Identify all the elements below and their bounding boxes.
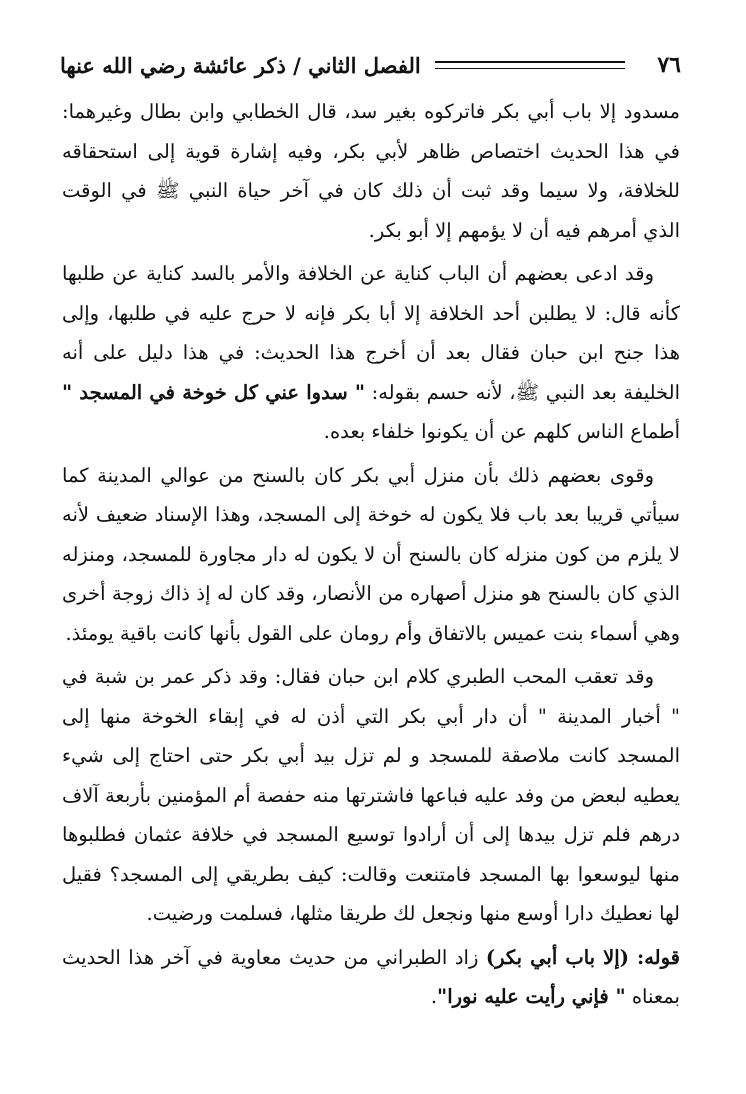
header-rule — [435, 61, 626, 69]
paragraph-5 — [62, 938, 680, 1017]
page-number: ٧٦ — [657, 52, 681, 78]
paragraph-5-text-a: زاد الطبراني من حديث معاوية في آخر هذا الحديث بمعناه — [62, 945, 680, 1008]
page-header — [60, 48, 681, 82]
paragraph-5-text-b: . — [430, 985, 438, 1008]
paragraph-3: وقوى بعضهم ذلك بأن منزل أبي بكر كان بالسنح من عوالي المدينة كما سيأتي قريبا بعد باب فلا يكون له خوخة إلى المسجد، وهذا الإسناد ضعيف لأنه لا يلزم من كون منزله كان بالسنح أن لا يكون له دار مجاورة للمسجد، ومنزله الذي كان بالسنح هو منزل أصهاره من الأنصار، وقد كان له إذ ذاك زوجة أخرى وهي أسماء بنت عميس بالاتفاق وأم رومان على القول بأنها كانت باقية يومئذ. — [62, 463, 680, 645]
paragraph-2-text-a: وقد ادعى بعضهم أن الباب كناية عن الخلافة والأمر بالسد كناية عن طلبها كأنه قال: لا يطلبن أحد الخلافة إلا أبا بكر فإنه لا حرج عليه في طلبها، وإلى هذا جنح ابن حبان فقال بعد أن أخرج هذا الحديث: في هذا دليل على أنه الخليفة بعد النبي ﷺ، لأنه حسم بقوله: — [62, 262, 681, 404]
paragraph-4: وقد تعقب المحب الطبري كلام ابن حبان فقال: وقد ذكر عمر بن شبة في " أخبار المدينة " أن دار أبي بكر التي أذن له في إبقاء الخوخة منها إلى المسجد كانت ملاصقة للمسجد و لم تزل بيد أبي بكر حتى احتاج إلى شيء يعطيه لبعض من وفد عليه فباعها فاشترتها منه حفصة أم المؤمنين بأربعة آلاف درهم فلم تزل بيدها إلى أن أرادوا توسيع المسجد في خلافة عثمان فطلبوها منها ليوسعوا بها المسجد فامتنعت وقالت: كيف بطريقي إلى المسجد؟ فقيل لها نعطيك دارا أوسع منها ونجعل لك طريقا مثلها، فسلمت ورضيت. — [62, 665, 680, 925]
paragraph-5-quote: " فإني رأيت عليه نورا" — [437, 985, 626, 1008]
paragraph-2 — [62, 254, 680, 452]
paragraph-1: مسدود إلا باب أبي بكر فاتركوه بغير سد، قال الخطابي وابن بطال وغيرهما: في هذا الحديث اختصاص ظاهر لأبي بكر، وفيه إشارة قوية إلى استحقاقه للخلافة، ولا سيما وقد ثبت أن ذلك كان في آخر حياة النبي ﷺ في الوقت الذي أمرهم فيه أن لا يؤمهم إلا أبو بكر. — [62, 100, 680, 242]
page-body — [62, 92, 680, 1021]
paragraph-2-quote: " سدوا عني كل خوخة في المسجد " — [62, 380, 366, 404]
paragraph-5-heading: قوله: (إلا باب أبي بكر) — [485, 945, 680, 969]
paragraph-2-text-b: أطماع الناس كلهم عن أن يكونوا خلفاء بعده. — [323, 420, 680, 443]
chapter-title: الفصل الثاني / ذكر عائشة رضي الله عنها — [60, 52, 421, 78]
